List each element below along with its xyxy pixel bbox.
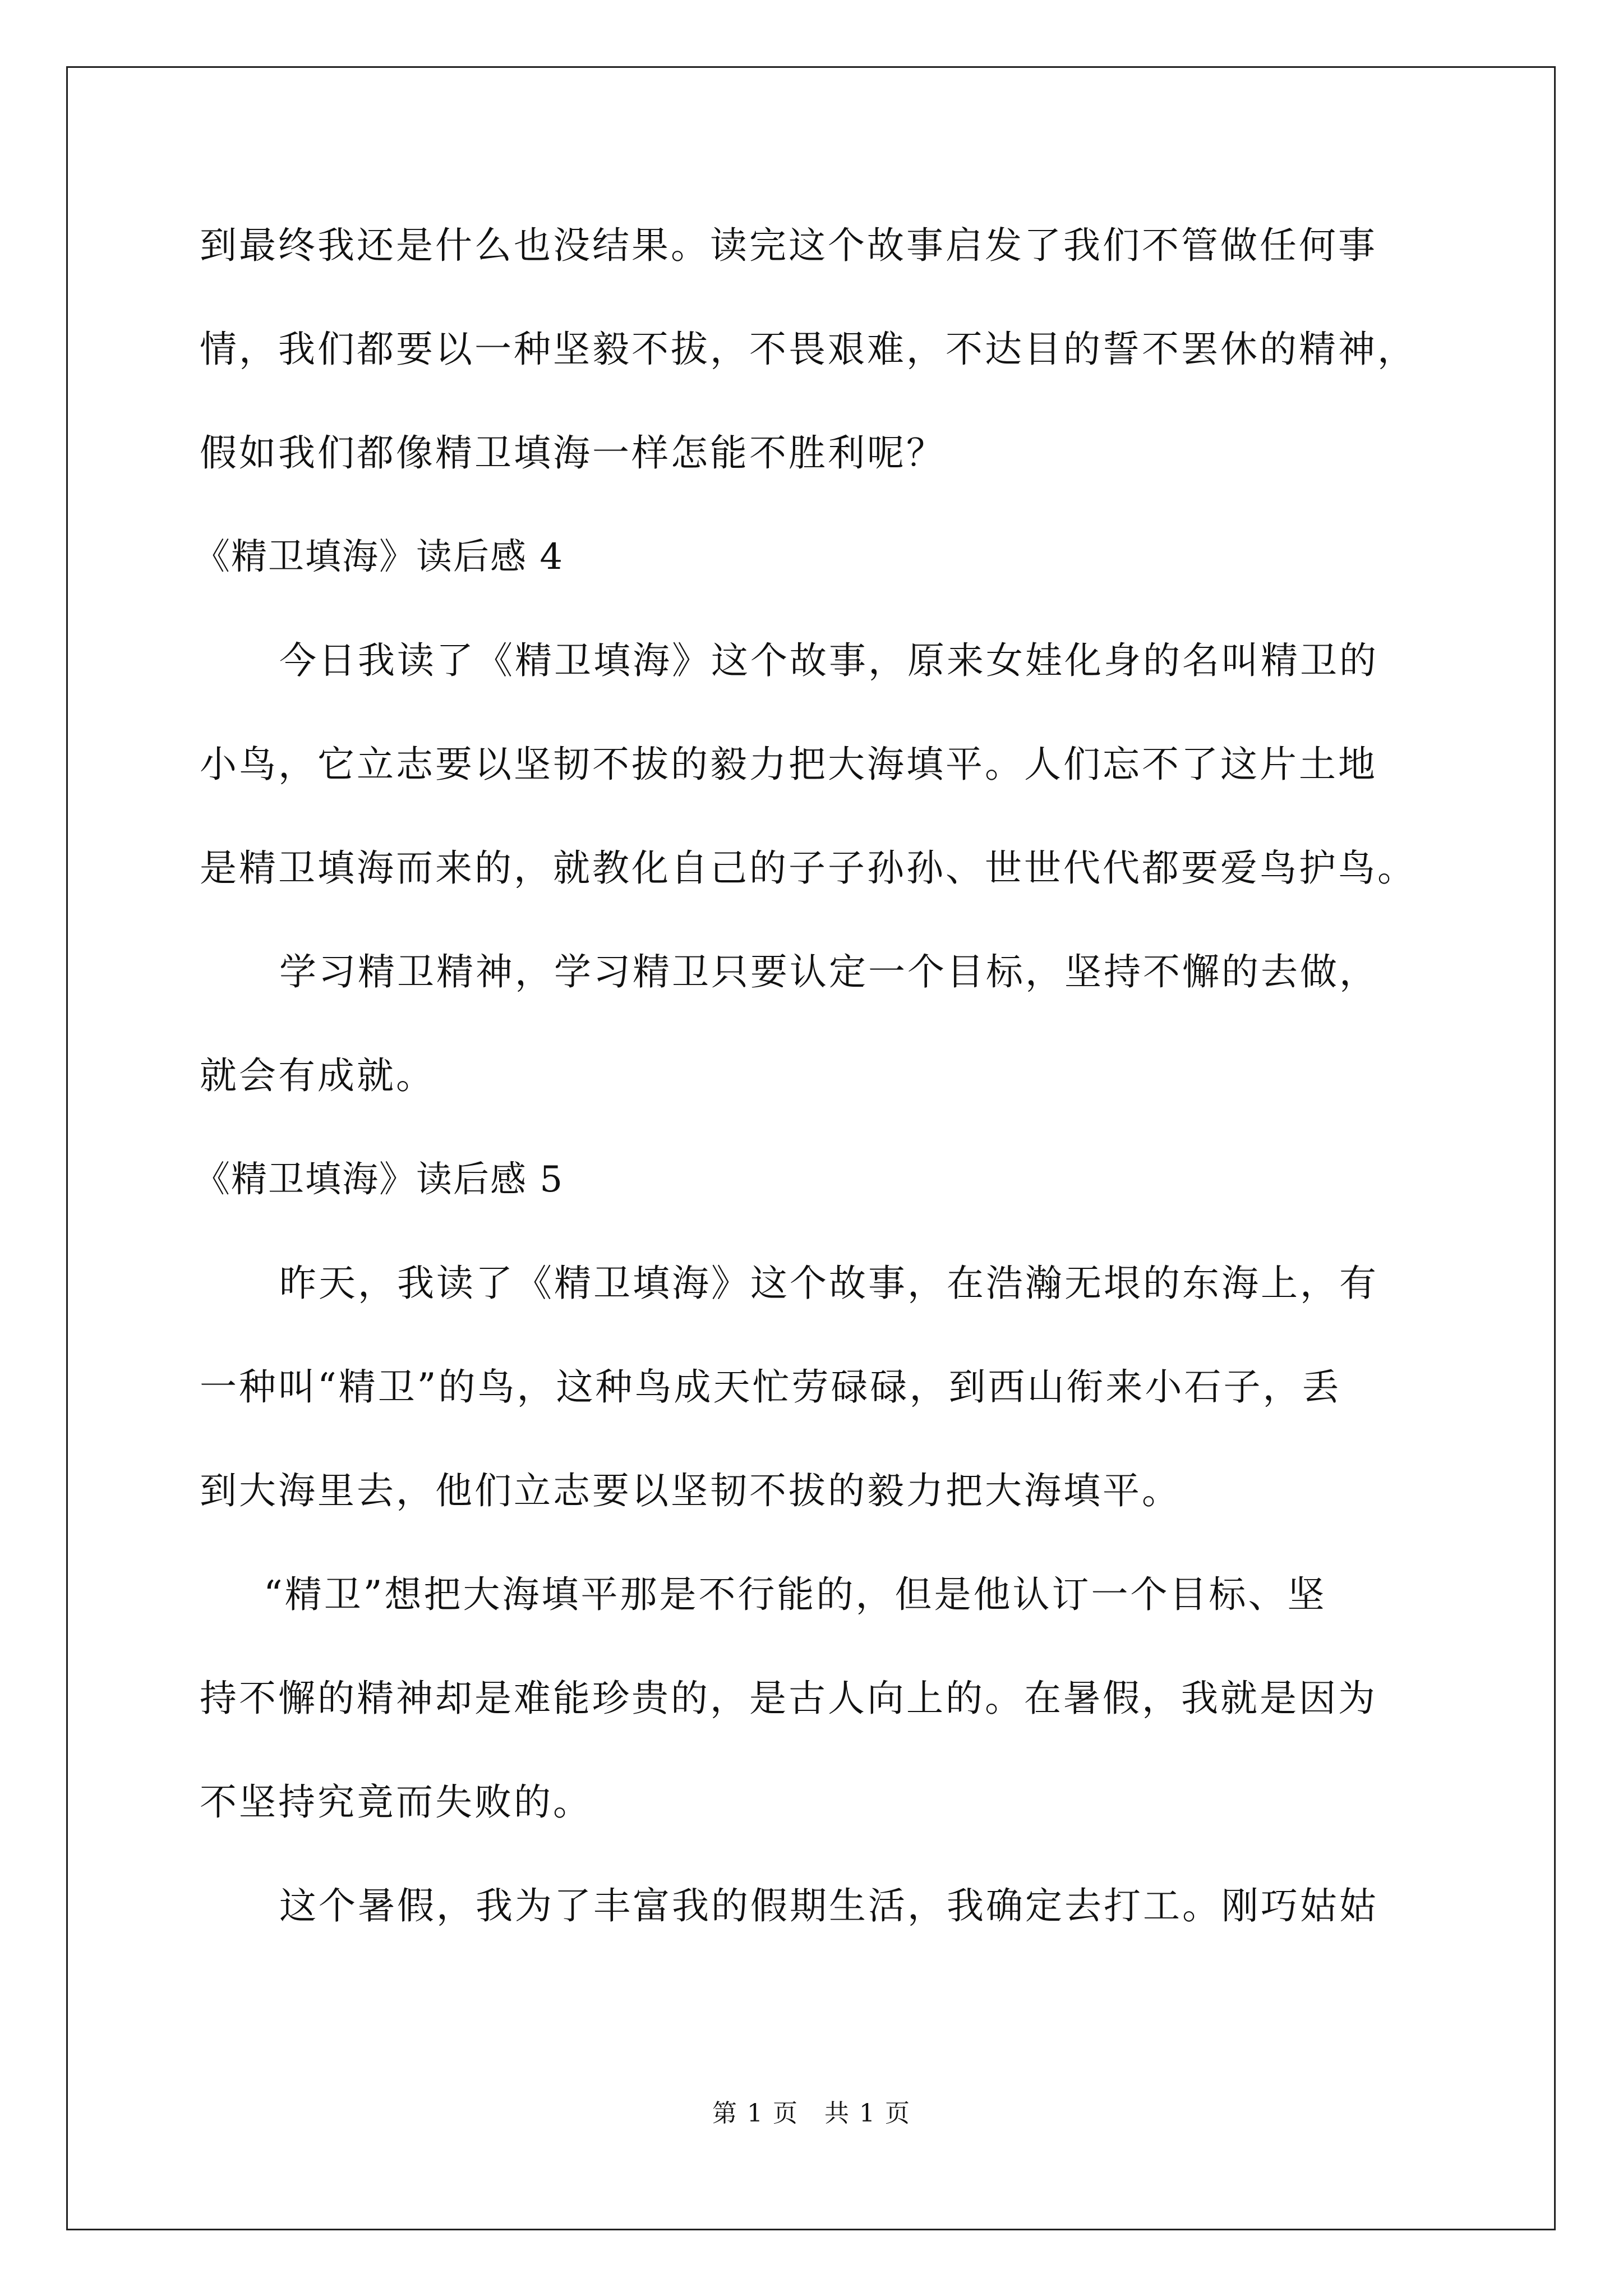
section-heading-5: 《精卫填海》读后感 5 xyxy=(194,1159,564,1200)
paragraph-line: 就会有成就。 xyxy=(200,1054,435,1097)
paragraph-line: 不坚持究竟而失败的。 xyxy=(200,1780,592,1824)
paragraph-line: “精卫”想把大海填平那是不行能的，但是他认订一个目标、坚 xyxy=(264,1573,1327,1616)
paragraph-line: 到最终我还是什么也没结果。读完这个故事启发了我们不管做任何事 xyxy=(200,224,1377,267)
page-footer: 第 1 页 共 1 页 xyxy=(712,2099,911,2128)
section-heading-4: 《精卫填海》读后感 4 xyxy=(194,536,564,578)
paragraph-line: 这个暑假，我为了丰富我的假期生活，我确定去打工。刚巧姑姑 xyxy=(279,1884,1378,1927)
paragraph-line: 小鸟，它立志要以坚韧不拔的毅力把大海填平。人们忘不了这片土地 xyxy=(200,743,1377,786)
paragraph-line: 今日我读了《精卫填海》这个故事，原来女娃化身的名叫精卫的 xyxy=(279,639,1378,682)
paragraph-line: 昨天，我读了《精卫填海》这个故事，在浩瀚无垠的东海上，有 xyxy=(279,1262,1378,1305)
paragraph-line: 是精卫填海而来的，就教化自己的子子孙孙、世世代代都要爱鸟护鸟。 xyxy=(200,846,1417,890)
paragraph-line: 一种叫“精卫”的鸟，这种鸟成天忙劳碌碌，到西山衔来小石子，丢 xyxy=(200,1365,1341,1409)
paragraph-line: 情，我们都要以一种坚毅不拔，不畏艰难，不达目的誓不罢休的精神， xyxy=(200,328,1417,371)
paragraph-line: 学习精卫精神，学习精卫只要认定一个目标，坚持不懈的去做， xyxy=(279,950,1378,993)
paragraph-line: 假如我们都像精卫填海一样怎能不胜利呢？ xyxy=(200,431,946,475)
paragraph-line: 到大海里去，他们立志要以坚韧不拔的毅力把大海填平。 xyxy=(200,1469,1181,1512)
paragraph-line: 持不懈的精神却是难能珍贵的，是古人向上的。在暑假，我就是因为 xyxy=(200,1677,1377,1720)
